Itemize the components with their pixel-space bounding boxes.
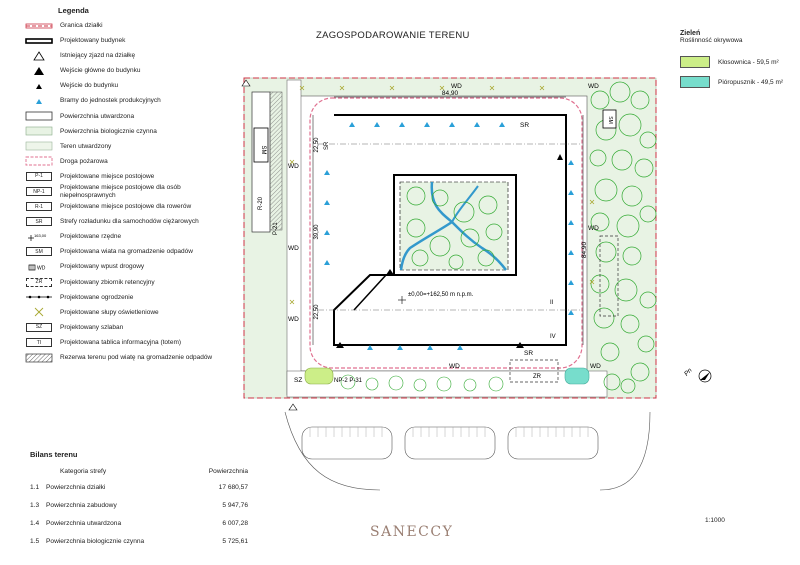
bottom-road [287, 371, 607, 397]
page-title: ZAGOSPODAROWANIE TERENU [316, 30, 470, 41]
closownica-patch [305, 368, 333, 384]
legend-label: Projektowane rzędne [60, 233, 122, 241]
legend-label: Teren utwardzony [60, 142, 112, 150]
totem-code-icon: TI [26, 338, 52, 347]
parking-lot [508, 427, 598, 459]
unloading-code-icon: SR [26, 217, 52, 226]
lower-parking [285, 412, 650, 490]
p21-label: P-21 [273, 222, 279, 235]
bilans-row-no: 1.3 [30, 501, 40, 509]
parking-stalls [516, 427, 588, 437]
wd-label: WD [590, 363, 601, 370]
legend-title: Legenda [58, 6, 89, 15]
sz-label: SZ [294, 377, 303, 384]
legend-label: Wejście główne do budynku [60, 67, 141, 75]
legend-label: Wejście do budynku [60, 82, 119, 90]
legend-label: Projektowany zbiornik retencyjny [60, 278, 155, 286]
parking-stalls [310, 427, 382, 437]
legend-label: Powierzchnia utwardzona [60, 112, 135, 120]
dim-left-mid: 39,90 [314, 224, 320, 240]
legend-label: Projektowana tablica informacyjna (totem) [60, 338, 182, 346]
wd-label: WD [449, 363, 460, 370]
pioropusznik-patch [565, 368, 589, 384]
barrier-code-icon: SZ [26, 323, 52, 332]
legend-label: Rezerwa terenu pod wiatę na gromadzenie odpadów [60, 354, 213, 361]
legend-label: Projektowany wpust drogowy [60, 263, 145, 271]
courtyard [400, 182, 508, 270]
dim-right: 84,90 [581, 241, 588, 259]
dim-top: 84,90 [441, 90, 459, 97]
company-logo: SANECCY [370, 524, 454, 540]
bilans-row-name: Powierzchnia biologicznie czynna [46, 537, 145, 545]
dim-left-top: 22,50 [314, 137, 320, 153]
greenery-item-label: Kłosownica - 59,5 m² [718, 58, 779, 66]
wd-label: WD [588, 225, 599, 232]
dim-left-bottom: 22,50 [314, 304, 320, 320]
parking-code-icon: P-1 [26, 172, 52, 181]
retention-code-icon: ZR [26, 278, 52, 287]
bilans-row-value: 17 680,57 [218, 483, 248, 491]
scale-label: 1:1000 [705, 517, 725, 524]
legend-label: Projektowane miejsce postojowe dla osób niepełnosprawnych [60, 184, 181, 199]
np-label: NP-2 P-31 [334, 378, 363, 384]
bilans-row-name: Powierzchnia działki [46, 483, 106, 491]
sr-label: SR [520, 122, 530, 129]
sm-label-left: SM [260, 145, 266, 155]
bilans-row-no: 1.1 [30, 483, 40, 491]
legend-label: Bramy do jednostek produkcyjnych [60, 97, 161, 105]
wd-label: WD [588, 83, 599, 90]
legend-label: Projektowane miejsce postojowe [60, 172, 155, 180]
wd-label: WD [288, 245, 299, 252]
bilans-row-value: 5 725,61 [222, 537, 248, 545]
bilans-row-name: Powierzchnia zabudowy [46, 501, 117, 509]
drain-code: WD [37, 265, 46, 272]
parking-lot [302, 427, 392, 459]
r20-label: R-20 [258, 196, 264, 210]
elevation-code: 163,00 [34, 232, 47, 238]
access-road [287, 80, 301, 395]
legend-label: Powierzchnia biologicznie czynna [60, 127, 157, 135]
existing-entry-marker [289, 404, 297, 410]
parking-disabled-code-icon: NP-1 [26, 187, 52, 196]
legend-label: Projektowany budynek [60, 37, 126, 45]
sm-label-right: SM [607, 116, 613, 124]
legend-label: Granica działki [60, 21, 103, 29]
sr-label: SR [324, 141, 330, 150]
bilans-row-no: 1.4 [30, 519, 40, 527]
legend-label: Projektowana wiata na gromadzenie odpadów [60, 248, 193, 256]
legend-label: Istniejący zjazd na działkę [60, 52, 136, 60]
reserve-hatched [270, 92, 282, 230]
bilans-col-category: Kategoria strefy [60, 467, 107, 475]
legend-label: Strefy rozładunku dla samochodów ciężarowych [60, 218, 199, 226]
roman-iv-label: IV [550, 334, 556, 340]
bilans-row-no: 1.5 [30, 537, 40, 545]
north-label: Pn [683, 367, 694, 378]
legend-label: Projektowany szlaban [60, 323, 124, 331]
legend-label: Projektowane słupy oświetleniowe [60, 308, 159, 316]
bilans-row-name: Powierzchnia utwardzona [46, 519, 122, 527]
legend-label: Projektowane miejsce postojowe dla rowerów [60, 203, 192, 211]
legend-label: Droga pożarowa [60, 157, 108, 165]
greenery-subtitle: Roślinność okrywowa [680, 37, 743, 44]
greenery-item-label: Pióropusznik - 49,5 m² [718, 78, 784, 86]
bike-code-icon: R-1 [26, 202, 52, 211]
bilans-row-value: 5 947,76 [222, 501, 248, 509]
wd-label: WD [288, 163, 299, 170]
parking-stalls [413, 427, 485, 437]
wd-label: WD [451, 83, 462, 90]
waste-shelter-code-icon: SM [26, 247, 52, 256]
bilans-col-area: Powierzchnia [208, 467, 248, 475]
greenery-title: Zieleń [680, 30, 701, 37]
roman-ii-label: II [550, 300, 554, 306]
bilans-row-value: 6 007,28 [222, 519, 248, 527]
sr-label: SR [524, 350, 534, 357]
north-arrow-icon [683, 367, 711, 382]
parking-lot [405, 427, 495, 459]
access-curve [285, 412, 650, 490]
legend-label: Projektowane ogrodzenie [60, 293, 134, 301]
elevation-label: ±0,00=+162,50 m n.p.m. [408, 292, 474, 298]
bilans-title: Bilans terenu [30, 450, 78, 459]
wd-label: WD [288, 316, 299, 323]
zr-label: ZR [533, 374, 541, 380]
